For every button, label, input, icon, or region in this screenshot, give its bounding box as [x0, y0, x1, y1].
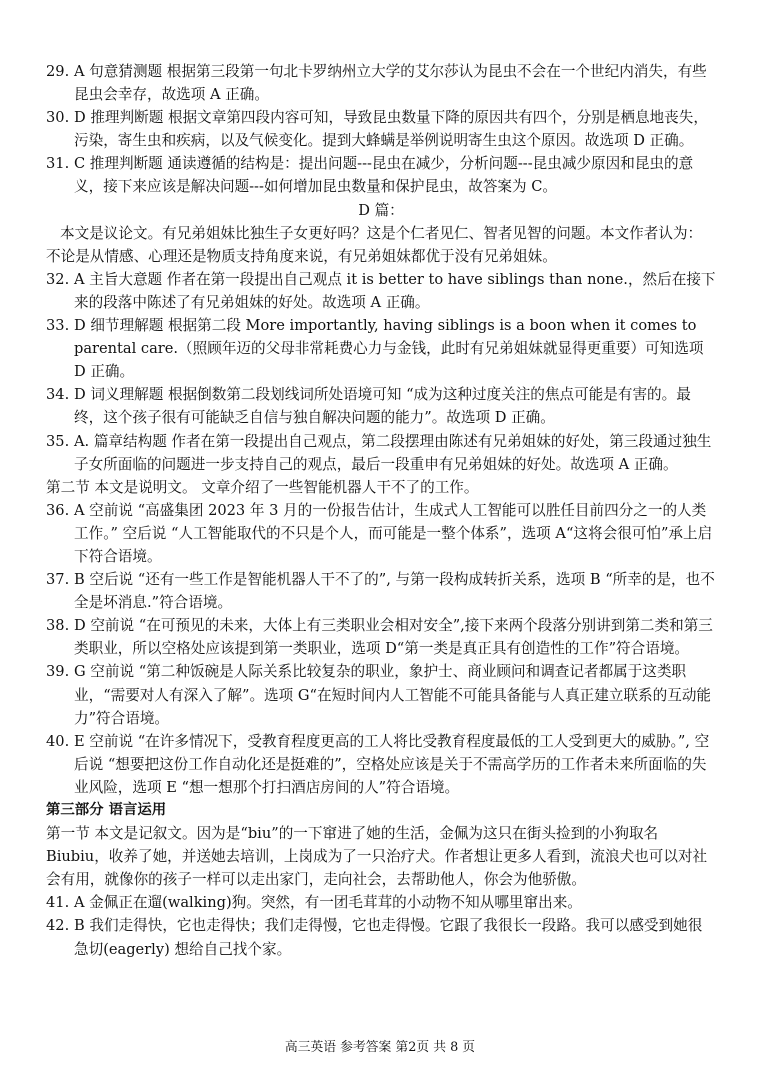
item-text: A 空前说 “高盛集团 2023 年 3 月的一份报告估计，生成式人工智能可以胜任目前四分之一的人类工作。” 空后说 “人工智能取代的不只是个人，而可能是一整个体系”，选项 A“这将会很可怕”承上启下符合语境。 — [74, 501, 713, 565]
item-number: 35. — [46, 432, 70, 450]
item-text: B 我们走得快，它也走得快；我们走得慢，它也走得慢。它跟了我很长一段路。我可以感受到她很急切(eagerly) 想给自己找个家。 — [74, 917, 703, 958]
part-3-title: 第三部分 语言运用 — [46, 802, 167, 818]
item-text: A 金佩正在遛(walking)狗。突然，有一团毛茸茸的小动物不知从哪里窜出来。 — [74, 894, 582, 912]
item-number: 32. — [46, 270, 70, 288]
section-2-intro: 第二节 本文是说明文。 文章介绍了一些智能机器人干不了的工作。 — [46, 478, 479, 496]
item-text: G 空前说 “第二种饭碗是人际关系比较复杂的职业，象护士、商业顾问和调查记者都属于这类职业，“需要对人有深入了解”。选项 G“在短时间内人工智能不可能具备能与人真正建立联系的互动能力”符合语境。 — [74, 663, 712, 727]
item-number: 36. — [46, 501, 70, 519]
answer-page — [46, 60, 716, 961]
answer-item-29 — [46, 60, 716, 106]
section-d-title: D 篇： — [358, 201, 404, 219]
item-text: D 词义理解题 根据倒数第二段划线词所处语境可知 “成为这种过度关注的焦点可能是有害的。最终，这个孩子很有可能缺乏自信与独自解决问题的能力”。故选项 D 正确。 — [74, 386, 691, 427]
answer-item-40 — [46, 730, 716, 799]
answer-item-38 — [46, 614, 716, 660]
answer-item-30 — [46, 106, 716, 152]
item-text: A. 篇章结构题 作者在第一段提出自己观点，第二段摆理由陈述有兄弟姐妹的好处，第三段通过独生子女所面临的问题进一步支持自己的观点，最后一段重申有兄弟姐妹的好处。故选项 A 正确。 — [74, 432, 712, 473]
answer-item-39 — [46, 660, 716, 729]
section-d-intro: 本文是议论文。有兄弟姐妹比独生子女更好吗？这是个仁者见仁、智者见智的问题。本文作者认为：不论是从情感、心理还是物质支持角度来说，有兄弟姐妹都优于没有兄弟姐妹。 — [46, 224, 703, 265]
item-text: D 空前说 “在可预见的未来，大体上有三类职业会相对安全”,接下来两个段落分别讲到第二类和第三类职业，所以空格处应该提到第一类职业，选项 D“第一类是真正具有创造性的工作”符合语境。 — [74, 617, 713, 658]
item-text: D 推理判断题 根据文章第四段内容可知，导致昆虫数量下降的原因共有四个，分别是栖息地丧失，污染，寄生虫和疾病，以及气候变化。提到大蜂螨是举例说明寄生虫这个原因。故选项 D 正确。 — [74, 109, 708, 150]
answer-item-37 — [46, 568, 716, 614]
answer-item-31 — [46, 152, 716, 198]
page-footer: 高三英语 参考答案 第2页 共 8 页 — [284, 1040, 476, 1055]
item-number: 34. — [46, 386, 70, 404]
answer-item-36 — [46, 499, 716, 568]
item-number: 41. — [46, 894, 70, 912]
item-text: D 细节理解题 根据第二段 More importantly, having siblings is a boon when it comes to parental care.（照顾年迈的父母非常耗费心力与金钱，此时有兄弟姐妹就显得更重要）可知选项 D 正确。 — [74, 317, 704, 381]
answer-item-41 — [46, 891, 716, 914]
item-number: 39. — [46, 663, 70, 681]
answer-item-35 — [46, 430, 716, 476]
item-number: 31. — [46, 155, 70, 173]
answer-item-32 — [46, 268, 716, 314]
item-number: 38. — [46, 617, 70, 635]
answer-item-33 — [46, 314, 716, 383]
item-text: C 推理判断题 通读遵循的结构是：提出问题---昆虫在减少，分析问题---昆虫减少原因和昆虫的意义，接下来应该是解决问题---如何增加昆虫数量和保护昆虫，故答案为 C。 — [74, 155, 694, 196]
item-number: 29. — [46, 63, 70, 80]
item-text: A 句意猜测题 根据第三段第一句北卡罗纳州立大学的艾尔莎认为昆虫不会在一个世纪内消失，有些昆虫会幸存，故选项 A 正确。 — [74, 63, 707, 104]
item-number: 37. — [46, 571, 70, 589]
answer-item-34 — [46, 383, 716, 429]
item-text: B 空后说 “还有一些工作是智能机器人干不了的”, 与第一段构成转折关系，选项 B “所幸的是，也不全是坏消息.”符合语境。 — [74, 571, 715, 612]
item-text: E 空前说 “在许多情况下，受教育程度更高的工人将比受教育程度最低的工人受到更大的威胁。”, 空后说 “想要把这份工作自动化还是挺难的”，空格处应该是关于不需高学历的工作者未来所面临的失业风险，选项 E “想一想那个打扫酒店房间的人”符合语境。 — [74, 732, 710, 796]
item-number: 42. — [46, 917, 70, 935]
part-3-intro: 第一节 本文是记叙文。因为是“biu”的一下窜进了她的生活，金佩为这只在街头捡到的小狗取名 Biubiu，收养了她，并送她去培训，上岗成为了一只治疗犬。作者想让更多人看到，流浪犬也可以对社会有用，就像你的孩子一样可以走出家门，走向社会，去帮助他人，你会为他骄傲。 — [46, 825, 708, 889]
item-number: 33. — [46, 317, 70, 335]
item-number: 30. — [46, 109, 70, 127]
item-number: 40. — [46, 732, 70, 750]
item-text: A 主旨大意题 作者在第一段提出自己观点 it is better to have siblings than none.，然后在接下来的段落中陈述了有兄弟姐妹的好处。故选项 A 正确。 — [74, 270, 716, 311]
answer-item-42 — [46, 914, 716, 960]
